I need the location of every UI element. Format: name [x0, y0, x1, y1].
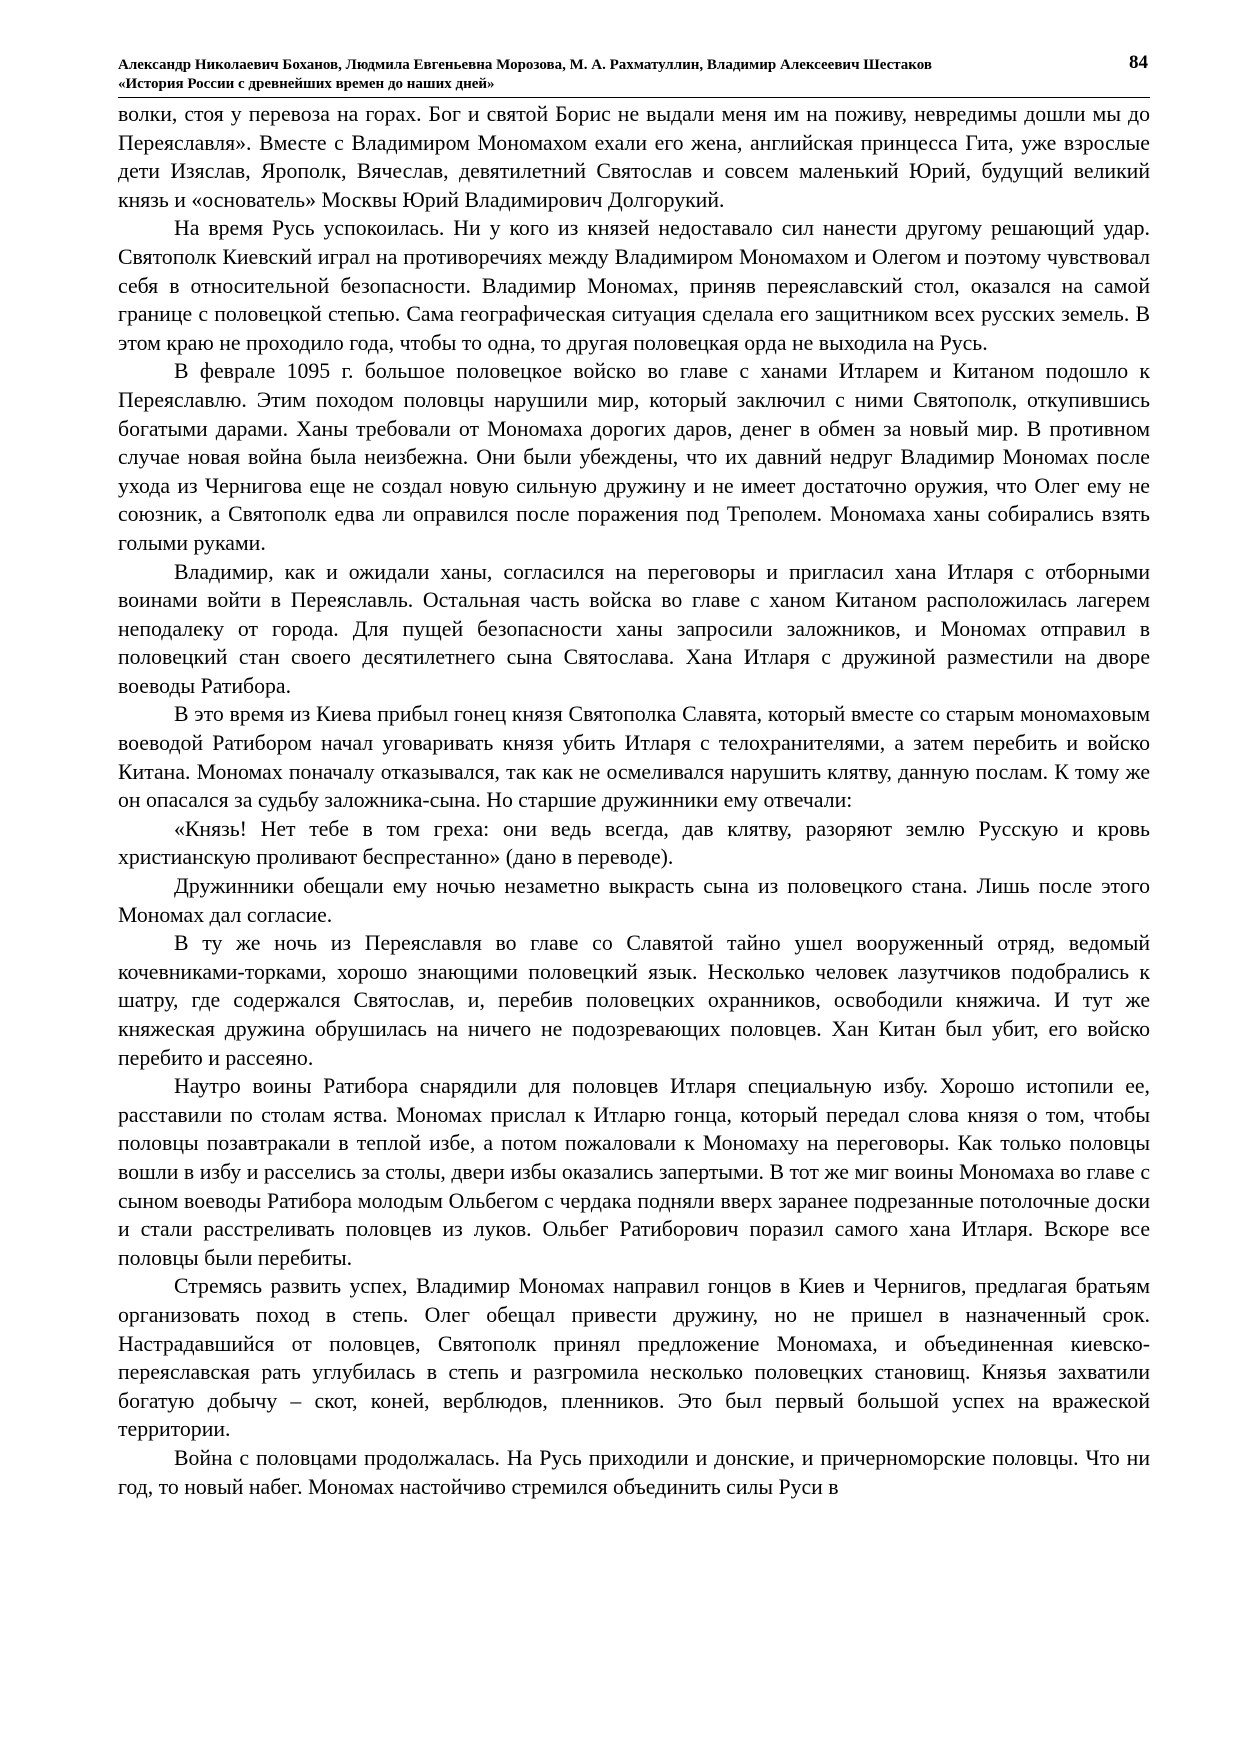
paragraph: Война с половцами продолжалась. На Русь приходили и донские, и причерноморские половцы. Что ни год, то новый набег. Мономах настойчиво стремился объединить силы Руси в [118, 1445, 1150, 1499]
running-header [118, 52, 1150, 98]
paragraph: Владимир, как и ожидали ханы, согласился на переговоры и пригласил хана Итларя с отборными воинами войти в Переяславль. Остальная часть войска во главе с ханом Китаном расположилась лагерем неподалеку от города. Для пущей безопасности ханы запросили заложников, и Мономах отправил в половецкий стан своего десятилетнего сына Святослава. Хана Итларя с дружиной разместили на дворе воеводы Ратибора. [118, 559, 1150, 698]
header-authors: Александр Николаевич Боханов, Людмила Евгеньевна Морозова, М. А. Рахматуллин, Владимир Алексеевич Шестаков [118, 57, 932, 73]
paragraph: Дружинники обещали ему ночью незаметно выкрасть сына из половецкого стана. Лишь после этого Мономах дал согласие. [118, 874, 1150, 927]
paragraph: волки, стоя у перевоза на горах. Бог и святой Борис не выдали меня им на поживу, невредимы дошли мы до Переяславля». Вместе с Владимиром Мономахом ехали его жена, английская принцесса Гита, уже взрослые дети Изяслав, Ярополк, Вячеслав, девятилетний Святослав и совсем маленький Юрий, будущий великий князь и «основатель» Москвы Юрий Владимирович Долгорукий. [118, 102, 1150, 212]
paragraph: Стремясь развить успех, Владимир Мономах направил гонцов в Киев и Чернигов, предлагая братьям организовать поход в степь. Олег обещал привести дружину, но не пришел в назначенный срок. Настрадавшийся от половцев, Святополк принял предложение Мономаха, и объединенная киевско-переяславская рать углубилась в степь и разгромила несколько половецких становищ. Князья захватили богатую добычу – скот, коней, верблюдов, пленников. Это был первый большой успех на вражеской территории. [118, 1274, 1150, 1442]
paragraph: На время Русь успокоилась. Ни у кого из князей недоставало сил нанести другому решающий удар. Святополк Киевский играл на противоречиях между Владимиром Мономахом и Олегом и поэтому чувствовал себя в относительной безопасности. Владимир Мономах, приняв переяславский стол, оказался на самой границе с половецкой степью. Сама географическая ситуация сделала его защитником всех русских земель. В этом краю не проходило года, чтобы то одна, то другая половецкая орда не выходила на Русь. [118, 216, 1150, 355]
paragraph: Наутро воины Ратибора снарядили для половцев Итларя специальную избу. Хорошо истопили ее, расставили по столам яства. Мономах прислал к Итларю гонца, который передал слова князя о том, чтобы половцы позавтракали в теплой избе, а потом пожаловали к Мономаху на переговоры. Как только половцы вошли в избу и расселись за столы, двери избы оказались запертыми. В тот же миг воины Мономаха во главе с сыном воеводы Ратибора молодым Ольбегом с чердака подняли вверх заранее подрезанные потолочные доски и стали расстреливать половцев из луков. Ольбег Ратиборович поразил самого хана Итларя. Вскоре все половцы были перебиты. [118, 1074, 1150, 1270]
page-number: 84 [1129, 52, 1148, 73]
quote-paragraph: «Князь! Нет тебе в том греха: они ведь всегда, дав клятву, разоряют землю Русскую и кровь христианскую проливают беспрестанно» (дано в переводе). [118, 816, 1150, 870]
body-text [118, 100, 1150, 1501]
paragraph: В это время из Киева прибыл гонец князя Святополка Славята, который вместе со старым мономаховым воеводой Ратибором начал уговаривать князя убить Итларя с телохранителями, а затем перебить и войско Китана. Мономах поначалу отказывался, так как не осмеливался нарушить клятву, данную послам. К тому же он опасался за судьбу заложника-сына. Но старшие дружинники ему отвечали: [118, 702, 1150, 813]
paragraph: В ту же ночь из Переяславля во главе со Славятой тайно ушел вооруженный отряд, ведомый кочевниками-торками, хорошо знающими половецкий язык. Несколько человек лазутчиков подобрались к шатру, где содержался Святослав, и, перебив половецких охранников, освободили княжича. И тут же княжеская дружина обрушилась на ничего не подозревающих половцев. Хан Китан был убит, его войско перебито и рассеяно. [118, 931, 1150, 1070]
paragraph: В феврале 1095 г. большое половецкое войско во главе с ханами Итларем и Китаном подошло к Переяславлю. Этим походом половцы нарушили мир, который заключил с ними Святополк, откупившись богатыми дарами. Ханы требовали от Мономаха дорогих даров, денег в обмен за новый мир. В противном случае новая война была неизбежна. Они были убеждены, что их давний недруг Владимир Мономах после ухода из Чернигова еще не создал новую сильную дружину и не имеет достаточно оружия, что Олег ему не союзник, а Святополк едва ли оправился после поражения под Треполем. Мономаха ханы собирались взять голыми руками. [118, 359, 1150, 555]
header-book-title: «История России с древнейших времен до наших дней» [118, 76, 495, 92]
document-page [118, 52, 1150, 1501]
